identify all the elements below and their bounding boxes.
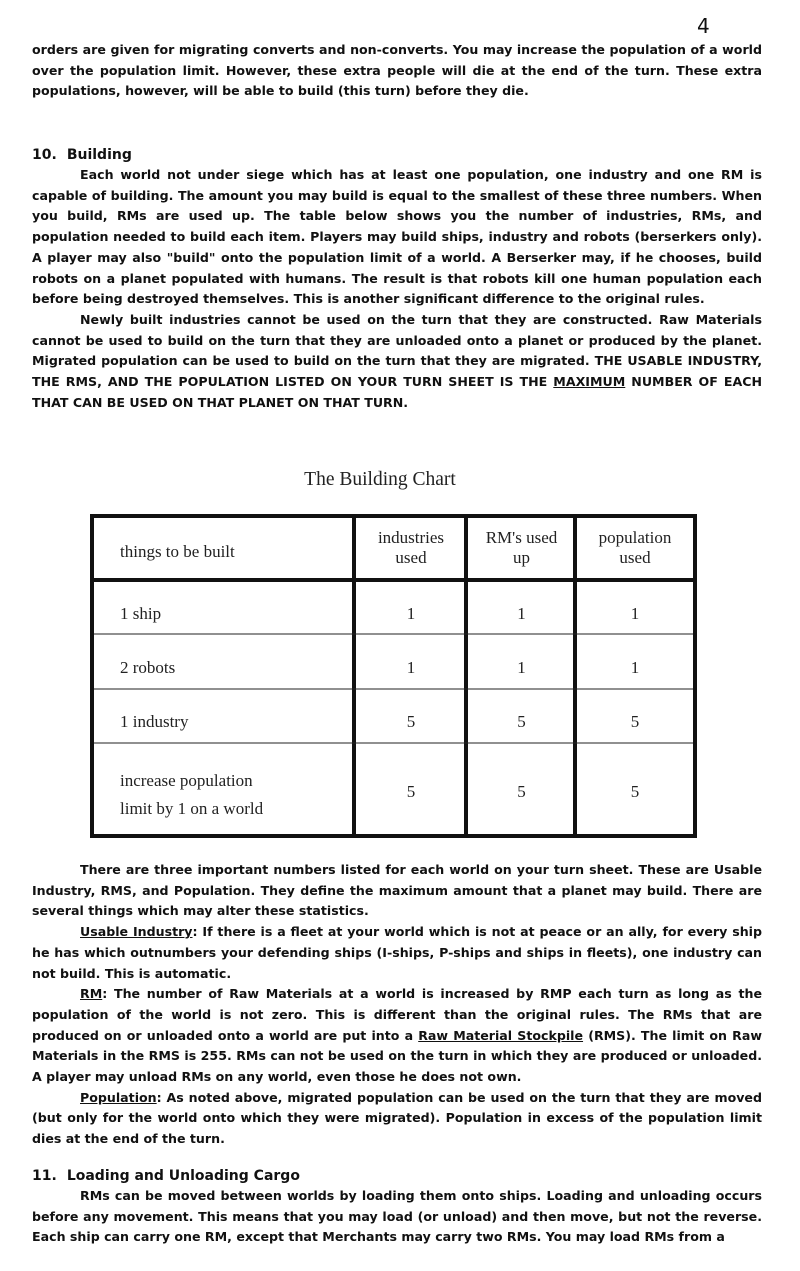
usable-industry-paragraph xyxy=(32,922,762,984)
header-population xyxy=(577,528,693,568)
rms-term: Raw Material Stockpile xyxy=(418,1027,584,1043)
page-number: 4 xyxy=(697,14,710,38)
row-poplimit-label-line2: limit by 1 on a world xyxy=(120,799,264,818)
intro-block xyxy=(32,40,762,102)
p2-end: NUMBER OF EACH THAT CAN BE USED ON THAT PLANET ON THAT TURN. xyxy=(32,374,762,410)
rm-text-2: (RMS). The limit on Raw Materials in the RMS is 255. RMs can not be used on the turn in which they are produced or unloaded. A player may unload RMs on any world, even those he does not own. xyxy=(32,1027,762,1085)
header-rms-line2: up xyxy=(513,548,530,567)
maximum-emphasis: MAXIMUM xyxy=(553,374,626,390)
population-paragraph xyxy=(32,1088,762,1150)
section-11-title: Loading and Unloading Cargo xyxy=(66,1168,300,1184)
row-poplimit-population: 5 xyxy=(630,782,640,801)
row-robots-industries: 1 xyxy=(406,658,416,677)
header-industries-line1: industries xyxy=(377,528,445,547)
usable-industry-label: Usable Industry xyxy=(80,924,193,940)
row-poplimit-rms: 5 xyxy=(517,782,526,801)
header-population-line1: population xyxy=(598,528,672,547)
header-rms xyxy=(468,528,575,568)
row-ship-rms: 1 xyxy=(517,604,526,623)
section-10-paragraph-1: Each world not under siege which has at least one population, one industry and one RM is capable of building. The amount you may build is equal to the smallest of these three numbers. When you build, RMs are used up. The table below shows you the number of industries, RMs, and population needed to build each item. Players may build ships, industry and robots (berserkers only). A player may also "build" onto the population limit of a world. A Berserker may, if he chooses, build robots on a planet populated with humans. The result is that robots kill one human population each before being destroyed themselves. This is another significant difference to the original rules. xyxy=(32,167,762,307)
row-industry-industries: 5 xyxy=(406,712,416,731)
population-label: Population xyxy=(80,1089,157,1105)
section-10-title: Building xyxy=(66,147,132,163)
row-industry-label: 1 industry xyxy=(120,712,189,731)
header-industries xyxy=(356,528,466,568)
after-chart-block xyxy=(32,860,762,1150)
section-11-number: 11. xyxy=(32,1168,57,1184)
chart-title: The Building Chart xyxy=(304,469,456,490)
rm-paragraph xyxy=(32,984,762,1088)
three-numbers-paragraph: There are three important numbers listed for each world on your turn sheet. These are Usable Industry, RMS, and Population. They define the maximum amount that a planet may build. There are several things which may alter these statistics. xyxy=(32,862,762,919)
row-robots-rms: 1 xyxy=(517,658,526,677)
section-10-paragraph-2 xyxy=(32,310,762,414)
section-10-heading xyxy=(32,145,762,165)
row-ship-label: 1 ship xyxy=(120,604,162,623)
row-poplimit-industries: 5 xyxy=(406,782,416,801)
row-industry-population: 5 xyxy=(630,712,640,731)
row-industry-rms: 5 xyxy=(517,712,526,731)
row-ship-industries: 1 xyxy=(406,604,416,623)
row-robots-label: 2 robots xyxy=(120,658,176,677)
header-industries-line2: used xyxy=(395,548,427,567)
rm-text-1: : The number of Raw Materials at a world is increased by RMP each turn as long as the population of the world is not zero. This is different than the original rules. The RMs that are produced on or unloaded onto a world are put into a xyxy=(32,986,762,1043)
population-text: : As noted above, migrated population can be used on the turn that they are moved (but only for the world onto which they were migrated). Population in excess of the population limit dies at the end of the turn. xyxy=(32,1089,762,1147)
row-ship-population: 1 xyxy=(630,604,640,623)
section-10-number: 10. xyxy=(32,147,57,163)
section-10 xyxy=(32,145,762,413)
header-things: things to be built xyxy=(120,542,235,561)
row-robots-population: 1 xyxy=(630,658,640,677)
section-11-heading xyxy=(32,1166,762,1186)
section-11 xyxy=(32,1166,762,1248)
header-population-line2: used xyxy=(619,548,651,567)
row-poplimit-label-line1: increase population xyxy=(120,771,253,790)
row-poplimit-label xyxy=(120,767,263,823)
usable-industry-text: : If there is a fleet at your world which is not at peace or an ally, for every ship he has which outnumbers your defending ships (I-ships, P-ships and ships in fleets), one industry can not build. This is automatic. xyxy=(32,924,762,981)
p2-start: Newly built industries cannot be used on the turn that they are constructed. Raw Materials cannot be used to build on the turn that they are unloaded onto a planet or produced by the planet. Migrated population can be used to build on the turn that they are migrated. THE USABLE INDUSTRY, THE RMS, AND THE POPULATION LISTED ON YOUR TURN SHEET IS THE xyxy=(32,311,762,390)
intro-paragraph: orders are given for migrating converts and non-converts. You may increase the population of a world over the population limit. However, these extra people will die at the end of the turn. These extra populations, however, will be able to build (this turn) before they die. xyxy=(32,42,762,99)
header-rms-line1: RM's used xyxy=(485,528,558,547)
building-chart-table xyxy=(90,514,697,838)
rm-label: RM xyxy=(80,986,103,1002)
section-11-paragraph-1: RMs can be moved between worlds by loading them onto ships. Loading and unloading occurs before any movement. This means that you may load (or unload) and then move, but not the reverse. Each ship can carry one RM, except that Merchants may carry two RMs. You may load RMs from a xyxy=(32,1188,762,1245)
